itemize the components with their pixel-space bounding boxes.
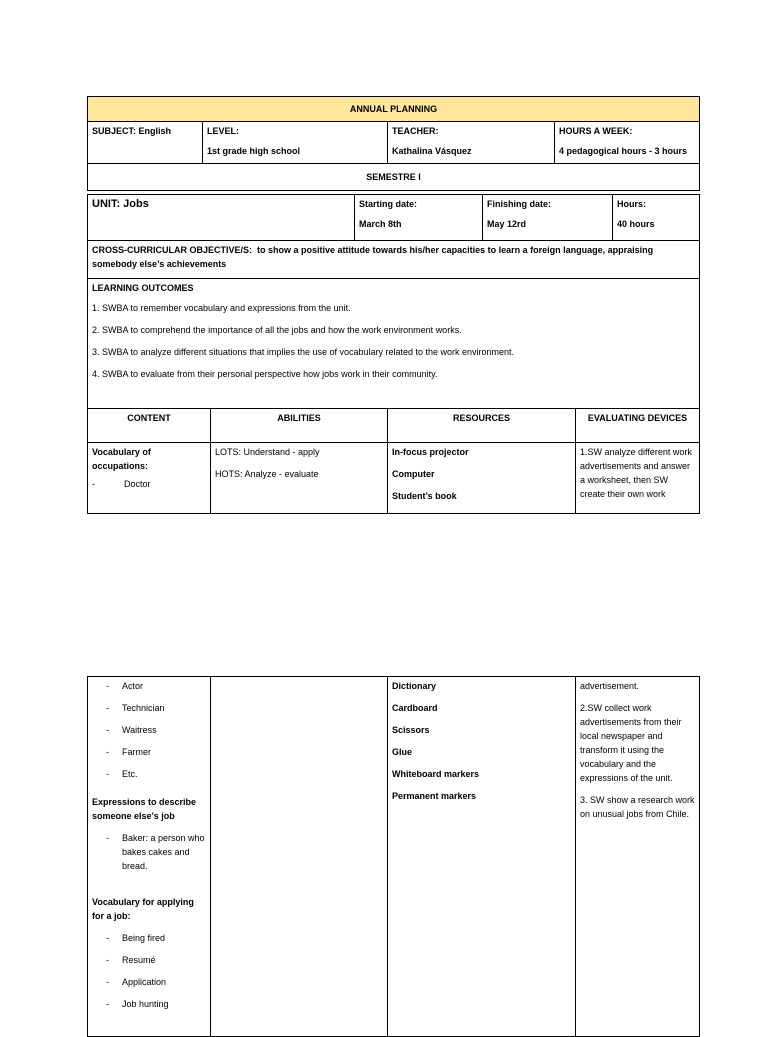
semester-title: SEMESTRE I <box>88 164 700 191</box>
list-item: - Being fired <box>106 933 166 943</box>
teacher-value: Kathalina Vásquez <box>392 146 472 156</box>
hours-value: 40 hours <box>617 219 655 229</box>
header-evaluating: EVALUATING DEVICES <box>576 409 700 443</box>
content-cell <box>88 677 211 1037</box>
finishing-value: May 12rd <box>487 219 527 229</box>
list-item: - Actor <box>106 681 144 691</box>
applying-title: Vocabulary for applying for a job: <box>92 897 194 921</box>
subject-cell <box>88 122 203 164</box>
list-item: - Job hunting <box>106 999 169 1009</box>
resource-item: Dictionary <box>392 681 437 691</box>
abilities-hots: HOTS: Analyze - evaluate <box>215 469 319 479</box>
evaluating-text: 3. SW show a research work on unusual jobs from Chile. <box>580 795 695 819</box>
evaluating-cell <box>576 443 700 514</box>
teacher-label: TEACHER: <box>392 126 439 136</box>
cross-label: CROSS-CURRICULAR OBJECTIVE/S: <box>92 245 253 255</box>
subject-label: SUBJECT: <box>92 126 137 136</box>
resources-cell <box>388 443 576 514</box>
objectives-table <box>87 240 700 514</box>
finishing-label: Finishing date: <box>487 199 551 209</box>
annual-planning-table <box>87 96 700 191</box>
outcome-1: 1. SWBA to remember vocabulary and expressions from the unit. <box>92 303 351 313</box>
resource-item: Computer <box>392 469 435 479</box>
resource-item: Permanent markers <box>392 791 477 801</box>
hours-cell <box>613 195 700 241</box>
level-value: 1st grade high school <box>207 146 301 156</box>
level-cell <box>203 122 388 164</box>
header-resources: RESOURCES <box>388 409 576 443</box>
list-item: - Farmer <box>106 747 151 757</box>
list-item: - Baker: a person who bakes cakes and bread. <box>106 833 205 871</box>
resource-item: Cardboard <box>392 703 438 713</box>
unit-label: UNIT: Jobs <box>92 198 149 210</box>
starting-value: March 8th <box>359 219 402 229</box>
resources-cell <box>388 677 576 1037</box>
outcome-4: 4. SWBA to evaluate from their personal perspective how jobs work in their community. <box>92 369 438 379</box>
unit-table <box>87 194 700 241</box>
list-item: - Waitress <box>106 725 157 735</box>
starting-cell <box>355 195 483 241</box>
continuation-table <box>87 676 700 1037</box>
outcomes-title: LEARNING OUTCOMES <box>92 283 194 293</box>
abilities-cell <box>211 443 388 514</box>
learning-outcomes-cell <box>88 279 700 409</box>
unit-cell <box>88 195 355 241</box>
content-cell <box>88 443 211 514</box>
content-title: Vocabulary of occupations: <box>92 447 151 471</box>
hours-week-label: HOURS A WEEK: <box>559 126 633 136</box>
header-abilities: ABILITIES <box>211 409 388 443</box>
hours-label: Hours: <box>617 199 646 209</box>
resource-item: In-focus projector <box>392 447 469 457</box>
evaluating-text: 2.SW collect work advertisements from their local newspaper and transform it using the vocabulary and the expressions of the unit. <box>580 703 682 783</box>
finishing-cell <box>483 195 613 241</box>
list-item: - Doctor <box>92 479 151 489</box>
level-label: LEVEL: <box>207 126 240 136</box>
abilities-cell <box>211 677 388 1037</box>
evaluating-cell <box>576 677 700 1037</box>
hours-week-value: 4 pedagogical hours - 3 hours <box>559 146 688 156</box>
resource-item: Student’s book <box>392 491 457 501</box>
cross-text: to show a positive attitude towards his/her capacities to learn a foreign language, appraising somebody else’s achievements <box>92 245 654 269</box>
hours-week-cell <box>555 122 700 164</box>
expressions-title: Expressions to describe someone else’s job <box>92 797 197 821</box>
evaluating-text: 1.SW analyze different work advertisements and answer a worksheet, then SW create their own work <box>580 447 692 499</box>
abilities-lots: LOTS: Understand - apply <box>215 447 320 457</box>
list-item: - Resumé <box>106 955 156 965</box>
evaluating-text: advertisement. <box>580 681 640 691</box>
table-title: ANNUAL PLANNING <box>88 97 700 122</box>
resource-item: Glue <box>392 747 413 757</box>
list-item: - Technician <box>106 703 165 713</box>
cross-curricular-cell <box>88 241 700 279</box>
outcome-2: 2. SWBA to comprehend the importance of all the jobs and how the work environment works. <box>92 325 462 335</box>
teacher-cell <box>388 122 555 164</box>
list-item: - Application <box>106 977 167 987</box>
header-content: CONTENT <box>88 409 211 443</box>
subject-value: English <box>138 126 172 136</box>
list-item: - Etc. <box>106 769 138 779</box>
resource-item: Whiteboard markers <box>392 769 480 779</box>
outcome-3: 3. SWBA to analyze different situations that implies the use of vocabulary related to the work environment. <box>92 347 515 357</box>
starting-label: Starting date: <box>359 199 418 209</box>
resource-item: Scissors <box>392 725 430 735</box>
